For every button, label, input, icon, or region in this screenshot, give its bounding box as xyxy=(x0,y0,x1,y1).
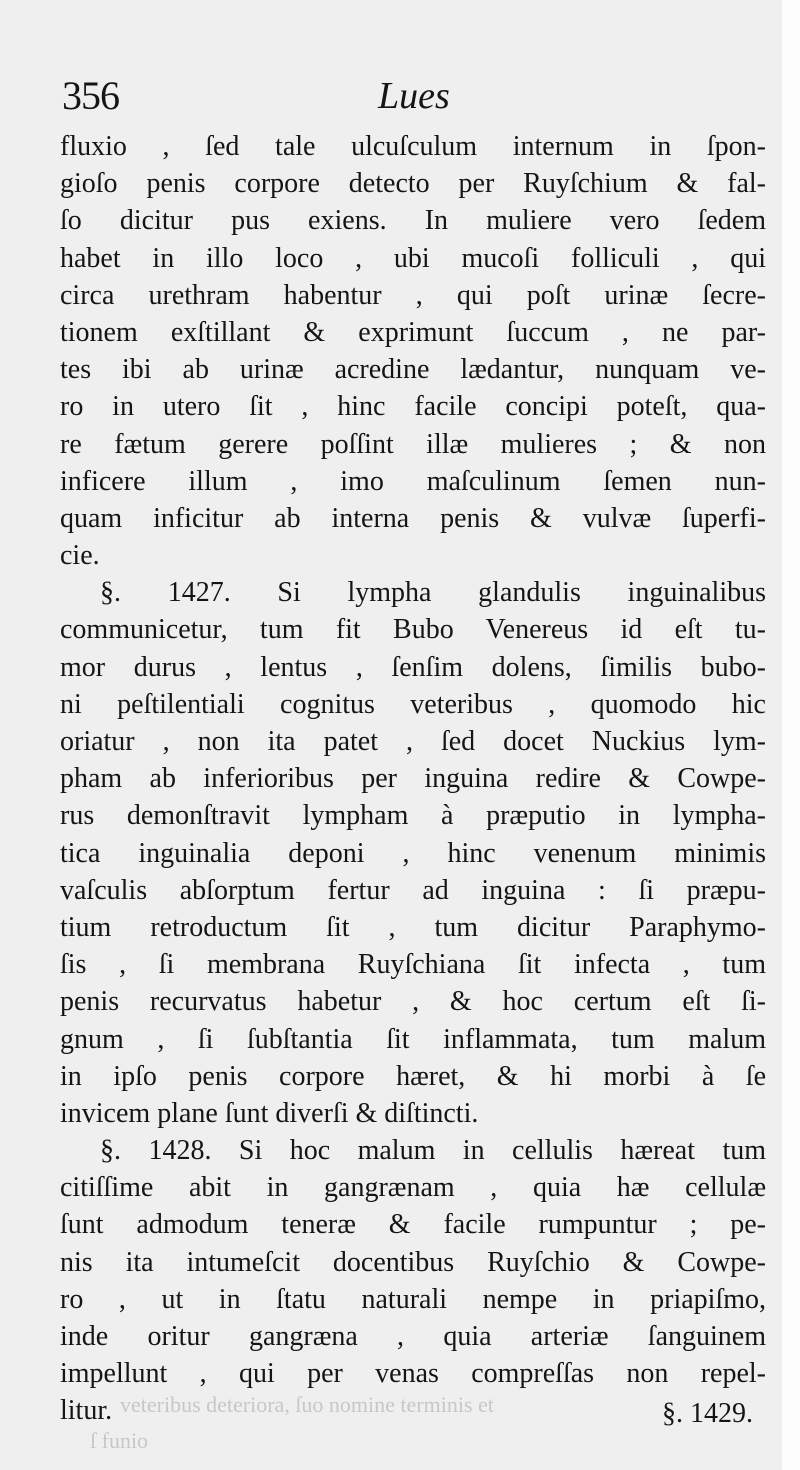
text-line: tes ibi ab urinæ acredine lædantur, nunquam ve- xyxy=(60,354,766,386)
show-through-text: veteribus deteriora, ſuo nomine terminis et xyxy=(120,1392,494,1417)
section-heading-line: §. 1427. Si lympha glandulis inguinalibus xyxy=(100,577,766,609)
text-line: mor durus , lentus , ſenſim dolens, ſimilis bubo- xyxy=(60,651,766,683)
text-line: ſo dicitur pus exiens. In muliere vero ſedem xyxy=(60,205,766,237)
text-line: invicem plane ſunt diverſi & diſtincti. xyxy=(60,1097,479,1129)
text-line: gnum , ſi ſubſtantia ſit inflammata, tum malum xyxy=(60,1023,766,1055)
text-line: tica inguinalia deponi , hinc venenum minimis xyxy=(60,837,766,869)
text-line: penis recurvatus habetur , & hoc certum eſt ſi- xyxy=(60,986,766,1018)
show-through-text: ſ funio xyxy=(90,1428,149,1453)
text-line: fluxio , ſed tale ulcuſculum internum in ſpon- xyxy=(60,131,766,162)
text-line: impellunt , qui per venas compreſſas non repel- xyxy=(60,1358,766,1390)
text-line: circa urethram habentur , qui poſt urinæ ſecre- xyxy=(60,279,766,311)
text-line: litur. xyxy=(60,1395,113,1427)
text-line: citiſſime abit in gangrænam , quia hæ cellulæ xyxy=(60,1172,766,1204)
text-line: habet in illo loco , ubi mucoſi folliculi , qui xyxy=(60,242,766,274)
scan-margin xyxy=(782,0,800,1470)
text-line: ſunt admodum teneræ & facile rumpuntur ; pe- xyxy=(60,1209,766,1241)
text-line: in ipſo penis corpore hæret, & hi morbi à ſe xyxy=(60,1060,766,1092)
text-line: communicetur, tum fit Bubo Venereus id eſt tu- xyxy=(60,614,766,646)
page-header xyxy=(62,72,742,132)
text-line: tium retroductum ſit , tum dicitur Paraphymo- xyxy=(60,911,766,943)
text-line: vaſculis abſorptum fertur ad inguina : ſi præpu- xyxy=(60,874,766,906)
text-line: re fætum gerere poſſint illæ mulieres ; & non xyxy=(60,428,766,460)
text-line: tionem exſtillant & exprimunt ſuccum , ne par- xyxy=(60,316,766,348)
section-heading-line: §. 1428. Si hoc malum in cellulis hæreat tum xyxy=(100,1135,766,1167)
text-line: ſis , ſi membrana Ruyſchiana ſit infecta , tum xyxy=(60,949,766,981)
catchword: §. 1429. xyxy=(662,1398,753,1429)
text-line: nis ita intumeſcit docentibus Ruyſchio & Cowpe- xyxy=(60,1246,766,1278)
page-number: 356 xyxy=(62,73,119,118)
text-line: ro in utero ſit , hinc facile concipi poteſt, qua- xyxy=(60,391,766,423)
body-text xyxy=(60,128,766,1430)
text-line: pham ab inferioribus per inguina redire & Cowpe- xyxy=(60,763,766,795)
text-line: cie. xyxy=(60,540,100,572)
text-line: gioſo penis corpore detecto per Ruyſchium & fal- xyxy=(60,168,766,200)
text-line: oriatur , non ita patet , ſed docet Nuckius lym- xyxy=(60,726,766,757)
text-line: rus demonſtravit lympham à præputio in lympha- xyxy=(60,800,766,832)
text-line: ni peſtilentiali cognitus veteribus , quomodo hic xyxy=(60,688,766,720)
text-line: ro , ut in ſtatu naturali nempe in priapiſmo, xyxy=(60,1283,766,1315)
text-line: inde oritur gangræna , quia arteriæ ſanguinem xyxy=(60,1321,766,1352)
text-line: quam inficitur ab interna penis & vulvæ ſuperfi- xyxy=(60,502,766,534)
text-line: inficere illum , imo maſculinum ſemen nun- xyxy=(60,465,766,497)
running-head: Lues xyxy=(378,75,450,117)
